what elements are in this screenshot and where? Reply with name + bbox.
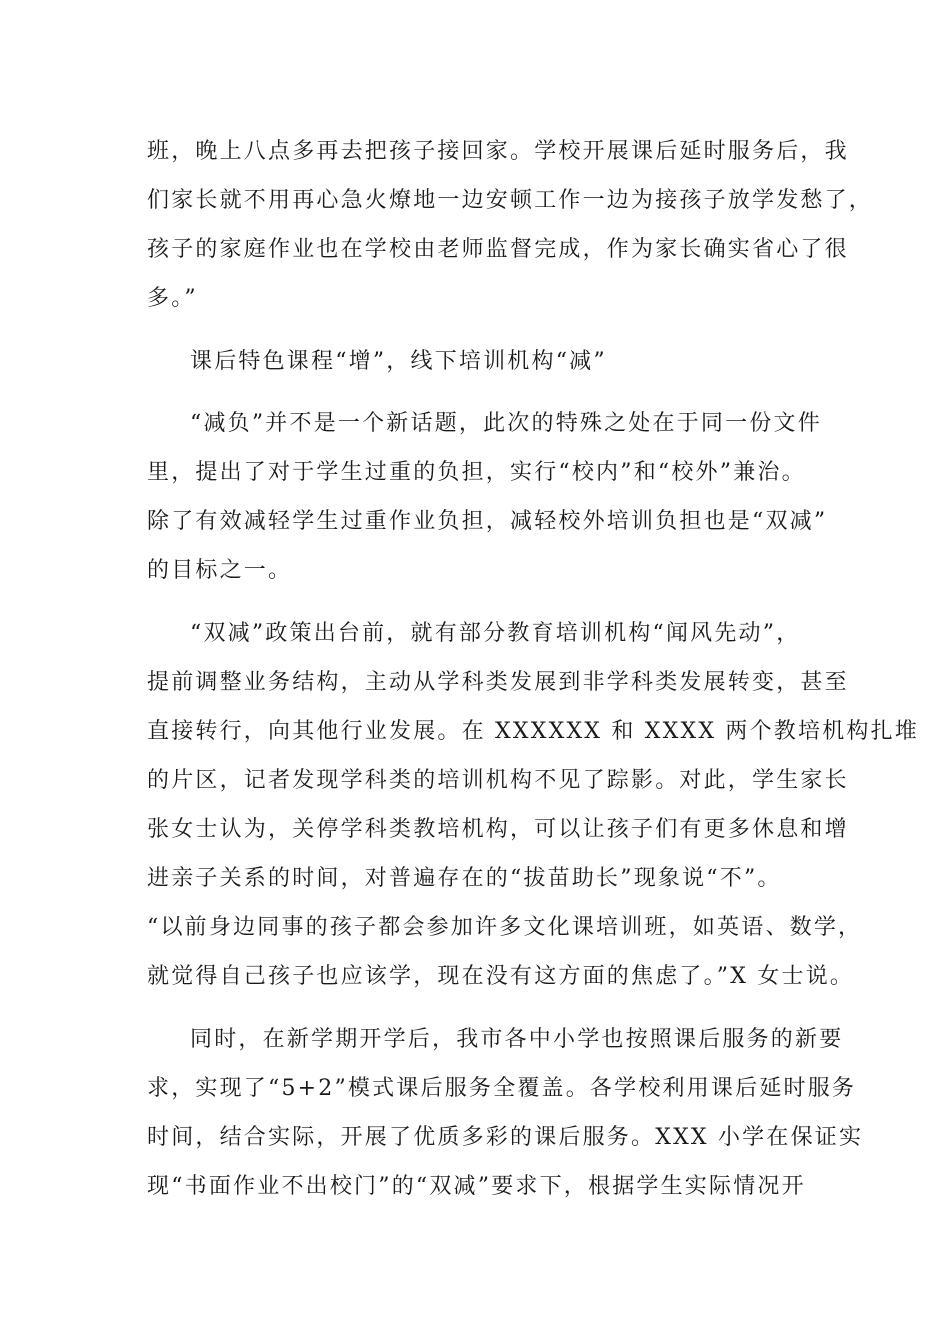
text-line: 进亲子关系的时间，对普遍存在的“拔苗助长”现象说“不”。 [147, 866, 782, 891]
text-line: 现“书面作业不出校门”的“双减”要求下，根据学生实际情况开 [147, 1174, 806, 1199]
text-line: 时间，结合实际，开展了优质多彩的课后服务。XXX 小学在保证实 [147, 1125, 864, 1150]
text-line: 张女士认为，关停学科类教培机构，可以让孩子们有更多休息和增 [147, 817, 849, 842]
text-line: 就觉得自己孩子也应该学，现在没有这方面的焦虑了。”X 女士说。 [147, 964, 855, 989]
text-line: 里，提出了对于学生过重的负担，实行“校内”和“校外”兼治。 [147, 460, 806, 485]
text-line: 的片区，记者发现学科类的培训机构不见了踪影。对此，学生家长 [147, 768, 849, 793]
text-line: 多。” [147, 286, 198, 311]
text-line: 提前调整业务结构，主动从学科类发展到非学科类发展转变，甚至 [147, 670, 849, 695]
text-line: 孩子的家庭作业也在学校由老师监督完成，作为家长确实省心了很 [147, 237, 849, 262]
text-line: 班，晚上八点多再去把孩子接回家。学校开展课后延时服务后，我 [147, 139, 849, 164]
text-line: 的目标之一。 [147, 558, 293, 583]
paragraph-first-line: “双减”政策出台前，就有部分教育培训机构“闻风先动”， [190, 621, 801, 646]
text-line: 求，实现了“5+2”模式课后服务全覆盖。各学校利用课后延时服务 [147, 1076, 857, 1101]
text-line: “以前身边同事的孩子都会参加许多文化课培训班，如英语、数学， [147, 915, 863, 940]
text-line: 直接转行，向其他行业发展。在 XXXXXX 和 XXXX 两个教培机构扎堆 [147, 719, 919, 744]
paragraph-first-line: “减负”并不是一个新话题，此次的特殊之处在于同一份文件 [190, 411, 822, 436]
text-line: 除了有效减轻学生过重作业负担，减轻校外培训负担也是“双减” [147, 509, 828, 534]
paragraph-first-line: 同时，在新学期开学后，我市各中小学也按照课后服务的新要 [190, 1027, 844, 1052]
text-line: 们家长就不用再心急火燎地一边安顿工作一边为接孩子放学发愁了， [147, 188, 874, 213]
section-heading: 课后特色课程“增”，线下培训机构“减” [190, 349, 607, 374]
